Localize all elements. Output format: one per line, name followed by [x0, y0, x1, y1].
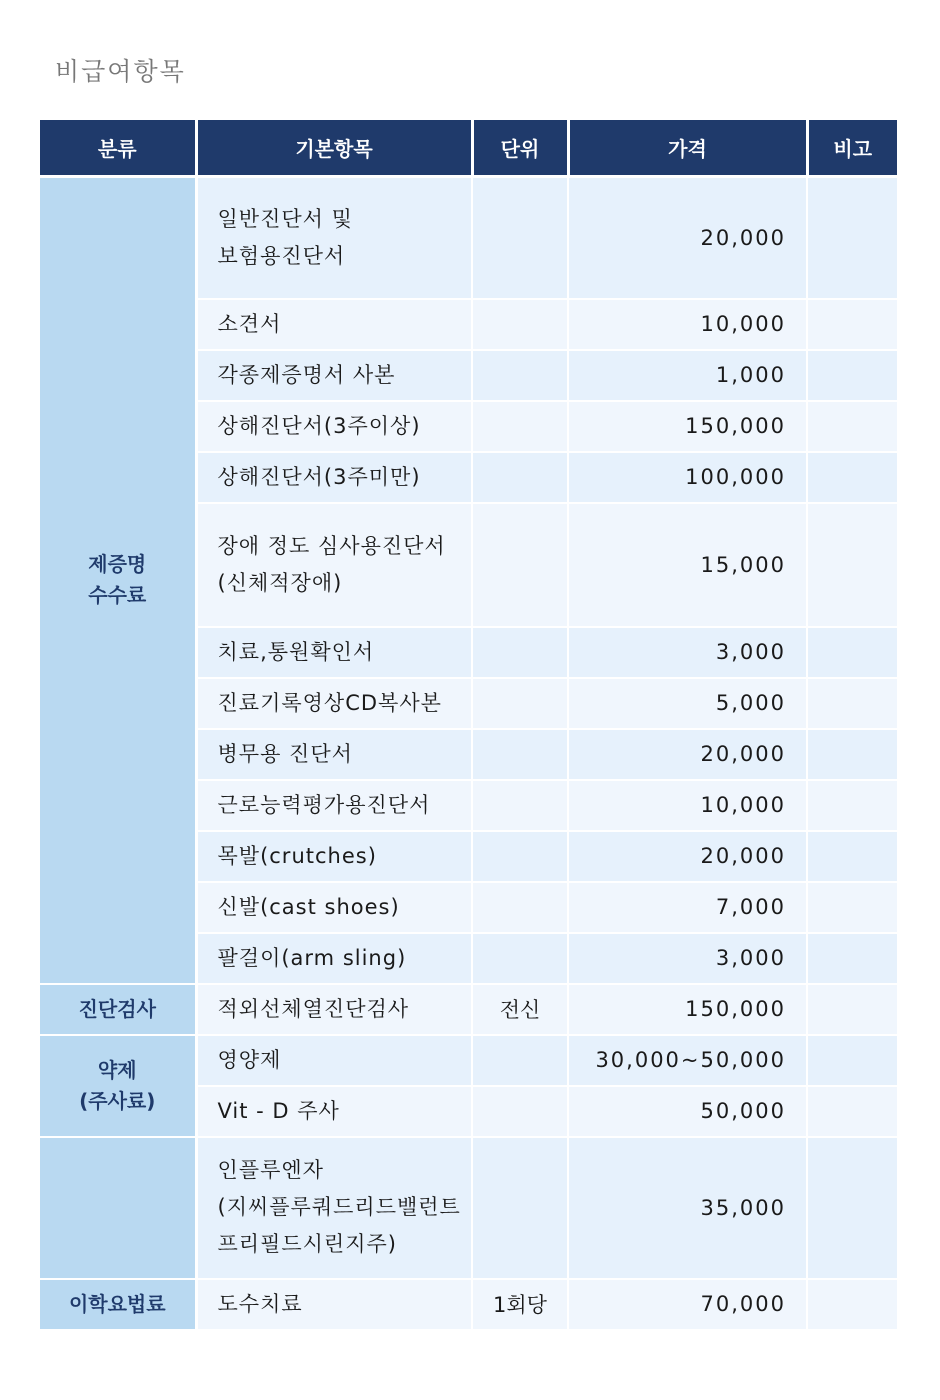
price-cell: 1,000	[568, 350, 807, 401]
price-cell: 15,000	[568, 503, 807, 627]
unit-cell	[472, 350, 568, 401]
note-cell	[807, 1137, 897, 1279]
item-cell: 병무용 진단서	[196, 729, 472, 780]
unit-cell	[472, 678, 568, 729]
price-cell: 10,000	[568, 299, 807, 350]
table-header-row	[40, 120, 897, 177]
price-cell: 3,000	[568, 627, 807, 678]
item-label: 프리필드시린지주)	[217, 1232, 397, 1256]
note-cell	[807, 1035, 897, 1086]
price-cell: 3,000	[568, 933, 807, 984]
note-cell	[807, 299, 897, 350]
category-cell-injection	[40, 1035, 196, 1137]
item-label: 인플루엔자	[217, 1158, 324, 1182]
unit-cell	[472, 401, 568, 452]
unit-cell	[472, 882, 568, 933]
table-row	[40, 1279, 897, 1330]
item-cell: 각종제증명서 사본	[196, 350, 472, 401]
header-note: 비고	[807, 120, 897, 177]
item-cell: 신발(cast shoes)	[196, 882, 472, 933]
item-label: 장애 정도 심사용진단서	[217, 533, 446, 558]
price-cell: 70,000	[568, 1279, 807, 1330]
table-row	[40, 1137, 897, 1279]
item-label: (지씨플루쿼드리드밸런트	[217, 1195, 461, 1219]
item-label: 일반진단서 및	[217, 206, 353, 231]
unit-cell	[472, 503, 568, 627]
price-cell: 150,000	[568, 401, 807, 452]
note-cell	[807, 452, 897, 503]
table-row	[40, 1035, 897, 1086]
category-label: 약제	[97, 1057, 137, 1082]
unit-cell	[472, 1035, 568, 1086]
price-cell: 10,000	[568, 780, 807, 831]
item-label: 보험용진단서	[217, 243, 346, 268]
category-label: 수수료	[88, 583, 147, 608]
note-cell	[807, 831, 897, 882]
note-cell	[807, 1279, 897, 1330]
note-cell	[807, 350, 897, 401]
price-cell: 20,000	[568, 831, 807, 882]
unit-cell	[472, 1086, 568, 1137]
unit-cell	[472, 831, 568, 882]
item-cell: 상해진단서(3주이상)	[196, 401, 472, 452]
item-cell	[196, 177, 472, 299]
category-cell-diagnostic: 진단검사	[40, 984, 196, 1035]
unit-cell	[472, 177, 568, 299]
item-label: (신체적장애)	[217, 570, 343, 595]
unit-cell	[472, 729, 568, 780]
note-cell	[807, 984, 897, 1035]
item-cell: Vit - D 주사	[196, 1086, 472, 1137]
category-cell-physio: 이학요법료	[40, 1279, 196, 1330]
unit-cell: 1회당	[472, 1279, 568, 1330]
price-cell: 7,000	[568, 882, 807, 933]
table-row	[40, 177, 897, 299]
note-cell	[807, 503, 897, 627]
item-cell: 팔걸이(arm sling)	[196, 933, 472, 984]
category-label: (주사료)	[79, 1088, 156, 1113]
price-cell: 30,000~50,000	[568, 1035, 807, 1086]
price-cell: 50,000	[568, 1086, 807, 1137]
item-cell: 영양제	[196, 1035, 472, 1086]
item-cell: 치료,통원확인서	[196, 627, 472, 678]
price-cell: 35,000	[568, 1137, 807, 1279]
note-cell	[807, 882, 897, 933]
note-cell	[807, 729, 897, 780]
price-cell: 20,000	[568, 177, 807, 299]
item-cell: 목발(crutches)	[196, 831, 472, 882]
item-cell	[196, 1137, 472, 1279]
item-cell: 소견서	[196, 299, 472, 350]
header-unit: 단위	[472, 120, 568, 177]
item-cell: 적외선체열진단검사	[196, 984, 472, 1035]
unit-cell	[472, 299, 568, 350]
item-cell: 근로능력평가용진단서	[196, 780, 472, 831]
unit-cell	[472, 1137, 568, 1279]
unit-cell: 전신	[472, 984, 568, 1035]
category-cell-blank	[40, 1137, 196, 1279]
table-row	[40, 984, 897, 1035]
unit-cell	[472, 780, 568, 831]
unit-cell	[472, 933, 568, 984]
price-cell: 20,000	[568, 729, 807, 780]
category-cell-certificate	[40, 177, 196, 984]
note-cell	[807, 1086, 897, 1137]
header-price: 가격	[568, 120, 807, 177]
note-cell	[807, 627, 897, 678]
note-cell	[807, 678, 897, 729]
header-category: 분류	[40, 120, 196, 177]
item-cell: 도수치료	[196, 1279, 472, 1330]
note-cell	[807, 780, 897, 831]
unit-cell	[472, 452, 568, 503]
category-label: 제증명	[88, 552, 147, 577]
note-cell	[807, 401, 897, 452]
header-item: 기본항목	[196, 120, 472, 177]
unit-cell	[472, 627, 568, 678]
item-cell	[196, 503, 472, 627]
item-cell: 상해진단서(3주미만)	[196, 452, 472, 503]
price-cell: 150,000	[568, 984, 807, 1035]
note-cell	[807, 933, 897, 984]
price-cell: 100,000	[568, 452, 807, 503]
price-cell: 5,000	[568, 678, 807, 729]
note-cell	[807, 177, 897, 299]
item-cell: 진료기록영상CD복사본	[196, 678, 472, 729]
page-title: 비급여항목	[55, 57, 186, 86]
non-covered-price-table	[40, 120, 897, 1331]
